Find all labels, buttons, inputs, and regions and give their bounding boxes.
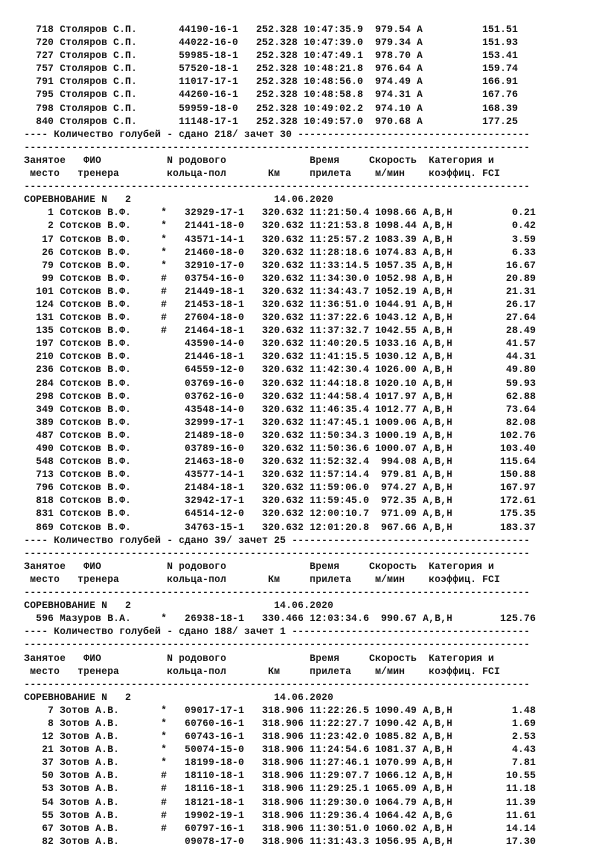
text-line: 596 Мазуров В.А. * 26938-18-1 330.466 12:03:34.6 990.67 А,В,Н 125.76	[24, 613, 536, 625]
text-line: 727 Столяров С.П. 59985-18-1 252.328 10:47:49.1 978.70 А 153.41	[24, 50, 518, 62]
text-line: 37 Зотов А.В. * 18199-18-0 318.906 11:27:46.1 1070.99 А,В,Н 7.81	[24, 757, 536, 769]
text-line: 548 Сотсков В.Ф. 21463-18-0 320.632 11:52:32.4 994.08 А,В,Н 115.64	[24, 456, 536, 468]
text-line: 197 Сотсков В.Ф. 43590-14-0 320.632 11:40:20.5 1033.16 А,В,Н 41.57	[24, 338, 536, 350]
text-line: 869 Сотсков В.Ф. 34763-15-1 320.632 12:01:20.8 967.66 А,В,Н 183.37	[24, 521, 536, 533]
text-line: 791 Столяров С.П. 11017-17-1 252.328 10:48:56.0 974.49 А 166.91	[24, 76, 518, 88]
text-line: 7 Зотов А.В. * 09017-17-1 318.906 11:22:26.5 1090.49 А,В,Н 1.48	[24, 704, 536, 716]
text-line: 17 Сотсков В.Ф. * 43571-14-1 320.632 11:25:57.2 1083.39 А,В,Н 3.59	[24, 233, 536, 245]
text-line: -------------------------------------------------------------------------------------	[24, 141, 530, 153]
text-line: -------------------------------------------------------------------------------------	[24, 639, 530, 651]
text-line: 54 Зотов А.В. # 18121-18-1 318.906 11:29:30.0 1064.79 А,В,Н 11.39	[24, 796, 536, 808]
text-line: 135 Сотсков В.Ф. # 21464-18-1 320.632 11:37:32.7 1042.55 А,В,Н 28.49	[24, 325, 536, 337]
text-line: 21 Зотов А.В. * 50074-15-0 318.906 11:24:54.6 1081.37 А,В,Н 4.43	[24, 744, 536, 756]
text-line: 487 Сотсков В.Ф. 21489-18-0 320.632 11:50:34.3 1000.19 А,В,Н 102.76	[24, 429, 536, 441]
text-line: 1 Сотсков В.Ф. * 32929-17-1 320.632 11:21:50.4 1098.66 А,В,Н 0.21	[24, 207, 536, 219]
text-line: 210 Сотсков В.Ф. 21446-18-1 320.632 11:41:15.5 1030.12 А,В,Н 44.31	[24, 351, 536, 363]
text-line: -------------------------------------------------------------------------------------	[24, 181, 530, 193]
text-line: -------------------------------------------------------------------------------------	[24, 547, 530, 559]
text-line: место тренера кольца-пол Км прилета м/мин коэффиц. FCI	[24, 665, 501, 677]
text-line: 284 Сотсков В.Ф. 03769-16-0 320.632 11:44:18.8 1020.10 А,В,Н 59.93	[24, 377, 536, 389]
text-line: СОРЕВНОВАНИЕ N 2 14.06.2020	[24, 600, 334, 612]
text-line: -------------------------------------------------------------------------------------	[24, 678, 530, 690]
text-line: ---- Количество голубей - сдано 39/ зачет 25 ----------------------------------------	[24, 534, 530, 546]
text-line: 818 Сотсков В.Ф. 32942-17-1 320.632 11:59:45.0 972.35 А,В,Н 172.61	[24, 495, 536, 507]
text-line: Занятое ФИО N родового Время Скорость Категория и	[24, 560, 495, 572]
text-line: 718 Столяров С.П. 44190-16-1 252.328 10:47:35.9 979.54 А 151.51	[24, 24, 518, 35]
text-line: СОРЕВНОВАНИЕ N 2 14.06.2020	[24, 194, 334, 206]
text-line: 99 Сотсков В.Ф. # 03754-16-0 320.632 11:34:30.0 1052.98 А,В,Н 20.89	[24, 272, 536, 284]
text-line: 831 Сотсков В.Ф. 64514-12-0 320.632 12:00:10.7 971.09 А,В,Н 175.35	[24, 508, 536, 520]
text-line: 55 Зотов А.В. # 19902-19-1 318.906 11:29:36.4 1064.42 А,В,G 11.61	[24, 809, 536, 821]
text-line: 798 Столяров С.П. 59959-18-0 252.328 10:49:02.2 974.10 А 168.39	[24, 102, 518, 114]
text-line: 124 Сотсков В.Ф. # 21453-18-1 320.632 11:36:51.0 1044.91 А,В,Н 26.17	[24, 298, 536, 310]
text-line: ---- Количество голубей - сдано 188/ зачет 1 ----------------------------------------	[24, 626, 530, 638]
text-line: 79 Сотсков В.Ф. * 32910-17-0 320.632 11:33:14.5 1057.35 А,В,Н 16.67	[24, 259, 536, 271]
text-line: 2 Сотсков В.Ф. * 21441-18-0 320.632 11:21:53.8 1098.44 А,В,Н 0.42	[24, 220, 536, 232]
text-line: 796 Сотсков В.Ф. 21484-18-1 320.632 11:59:06.0 974.27 А,В,Н 167.97	[24, 482, 536, 494]
text-line: 490 Сотсков В.Ф. 03789-16-0 320.632 11:50:36.6 1000.07 А,В,Н 103.40	[24, 443, 536, 454]
text-line: 840 Столяров С.П. 11148-17-1 252.328 10:49:57.0 970.68 А 177.25	[24, 115, 518, 127]
text-line: ---- Количество голубей - сдано 218/ зачет 30 ---------------------------------------	[24, 128, 530, 140]
text-line: 236 Сотсков В.Ф. 64559-12-0 320.632 11:42:30.4 1026.00 А,В,Н 49.80	[24, 364, 536, 376]
text-line: 101 Сотсков В.Ф. # 21449-18-1 320.632 11:34:43.7 1052.19 А,В,Н 21.31	[24, 285, 536, 297]
text-line: СОРЕВНОВАНИЕ N 2 14.06.2020	[24, 691, 334, 703]
text-line: 53 Зотов А.В. # 18116-18-1 318.906 11:29:25.1 1065.09 А,В,Н 11.18	[24, 783, 536, 795]
text-line: 12 Зотов А.В. * 60743-16-1 318.906 11:23:42.0 1085.82 А,В,Н 2.53	[24, 731, 536, 743]
text-line: 8 Зотов А.В. * 60760-16-1 318.906 11:22:27.7 1090.42 А,В,Н 1.69	[24, 717, 536, 729]
text-line: 26 Сотсков В.Ф. * 21460-18-0 320.632 11:28:18.6 1074.83 А,В,Н 6.33	[24, 246, 536, 258]
text-line: 82 Зотов А.В. 09078-17-0 318.906 11:31:43.3 1056.95 А,В,Н 17.30	[24, 835, 536, 847]
text-line: -------------------------------------------------------------------------------------	[24, 587, 530, 599]
text-line: 795 Столяров С.П. 44260-16-1 252.328 10:48:58.8 974.31 А 167.76	[24, 89, 518, 101]
text-line: 349 Сотсков В.Ф. 43548-14-0 320.632 11:46:35.4 1012.77 А,В,Н 73.64	[24, 403, 536, 415]
text-line: место тренера кольца-пол Км прилета м/мин коэффиц. FCI	[24, 573, 501, 585]
text-line: 757 Столяров С.П. 57520-18-1 252.328 10:48:21.8 976.64 А 159.74	[24, 63, 518, 75]
text-line: место тренера кольца-пол Км прилета м/мин коэффиц. FCI	[24, 168, 501, 180]
text-line: Занятое ФИО N родового Время Скорость Категория и	[24, 154, 495, 166]
text-line: 298 Сотсков В.Ф. 03762-16-0 320.632 11:44:58.4 1017.97 А,В,Н 62.88	[24, 390, 536, 402]
text-line: 720 Столяров С.П. 44022-16-0 252.328 10:47:39.0 979.34 А 151.93	[24, 37, 518, 49]
text-line: 131 Сотсков В.Ф. # 27604-18-0 320.632 11:37:22.6 1043.12 А,В,Н 27.64	[24, 312, 536, 324]
text-line: 713 Сотсков В.Ф. 43577-14-1 320.632 11:57:14.4 979.81 А,В,Н 150.88	[24, 469, 536, 481]
text-line: Занятое ФИО N родового Время Скорость Категория и	[24, 652, 495, 664]
text-line: 389 Сотсков В.Ф. 32999-17-1 320.632 11:47:45.1 1009.06 А,В,Н 82.08	[24, 416, 536, 428]
text-line: 50 Зотов А.В. # 18110-18-1 318.906 11:29:07.7 1066.12 А,В,Н 10.55	[24, 770, 536, 782]
text-line: 67 Зотов А.В. # 60797-16-1 318.906 11:30:51.0 1060.02 А,В,Н 14.14	[24, 822, 536, 834]
